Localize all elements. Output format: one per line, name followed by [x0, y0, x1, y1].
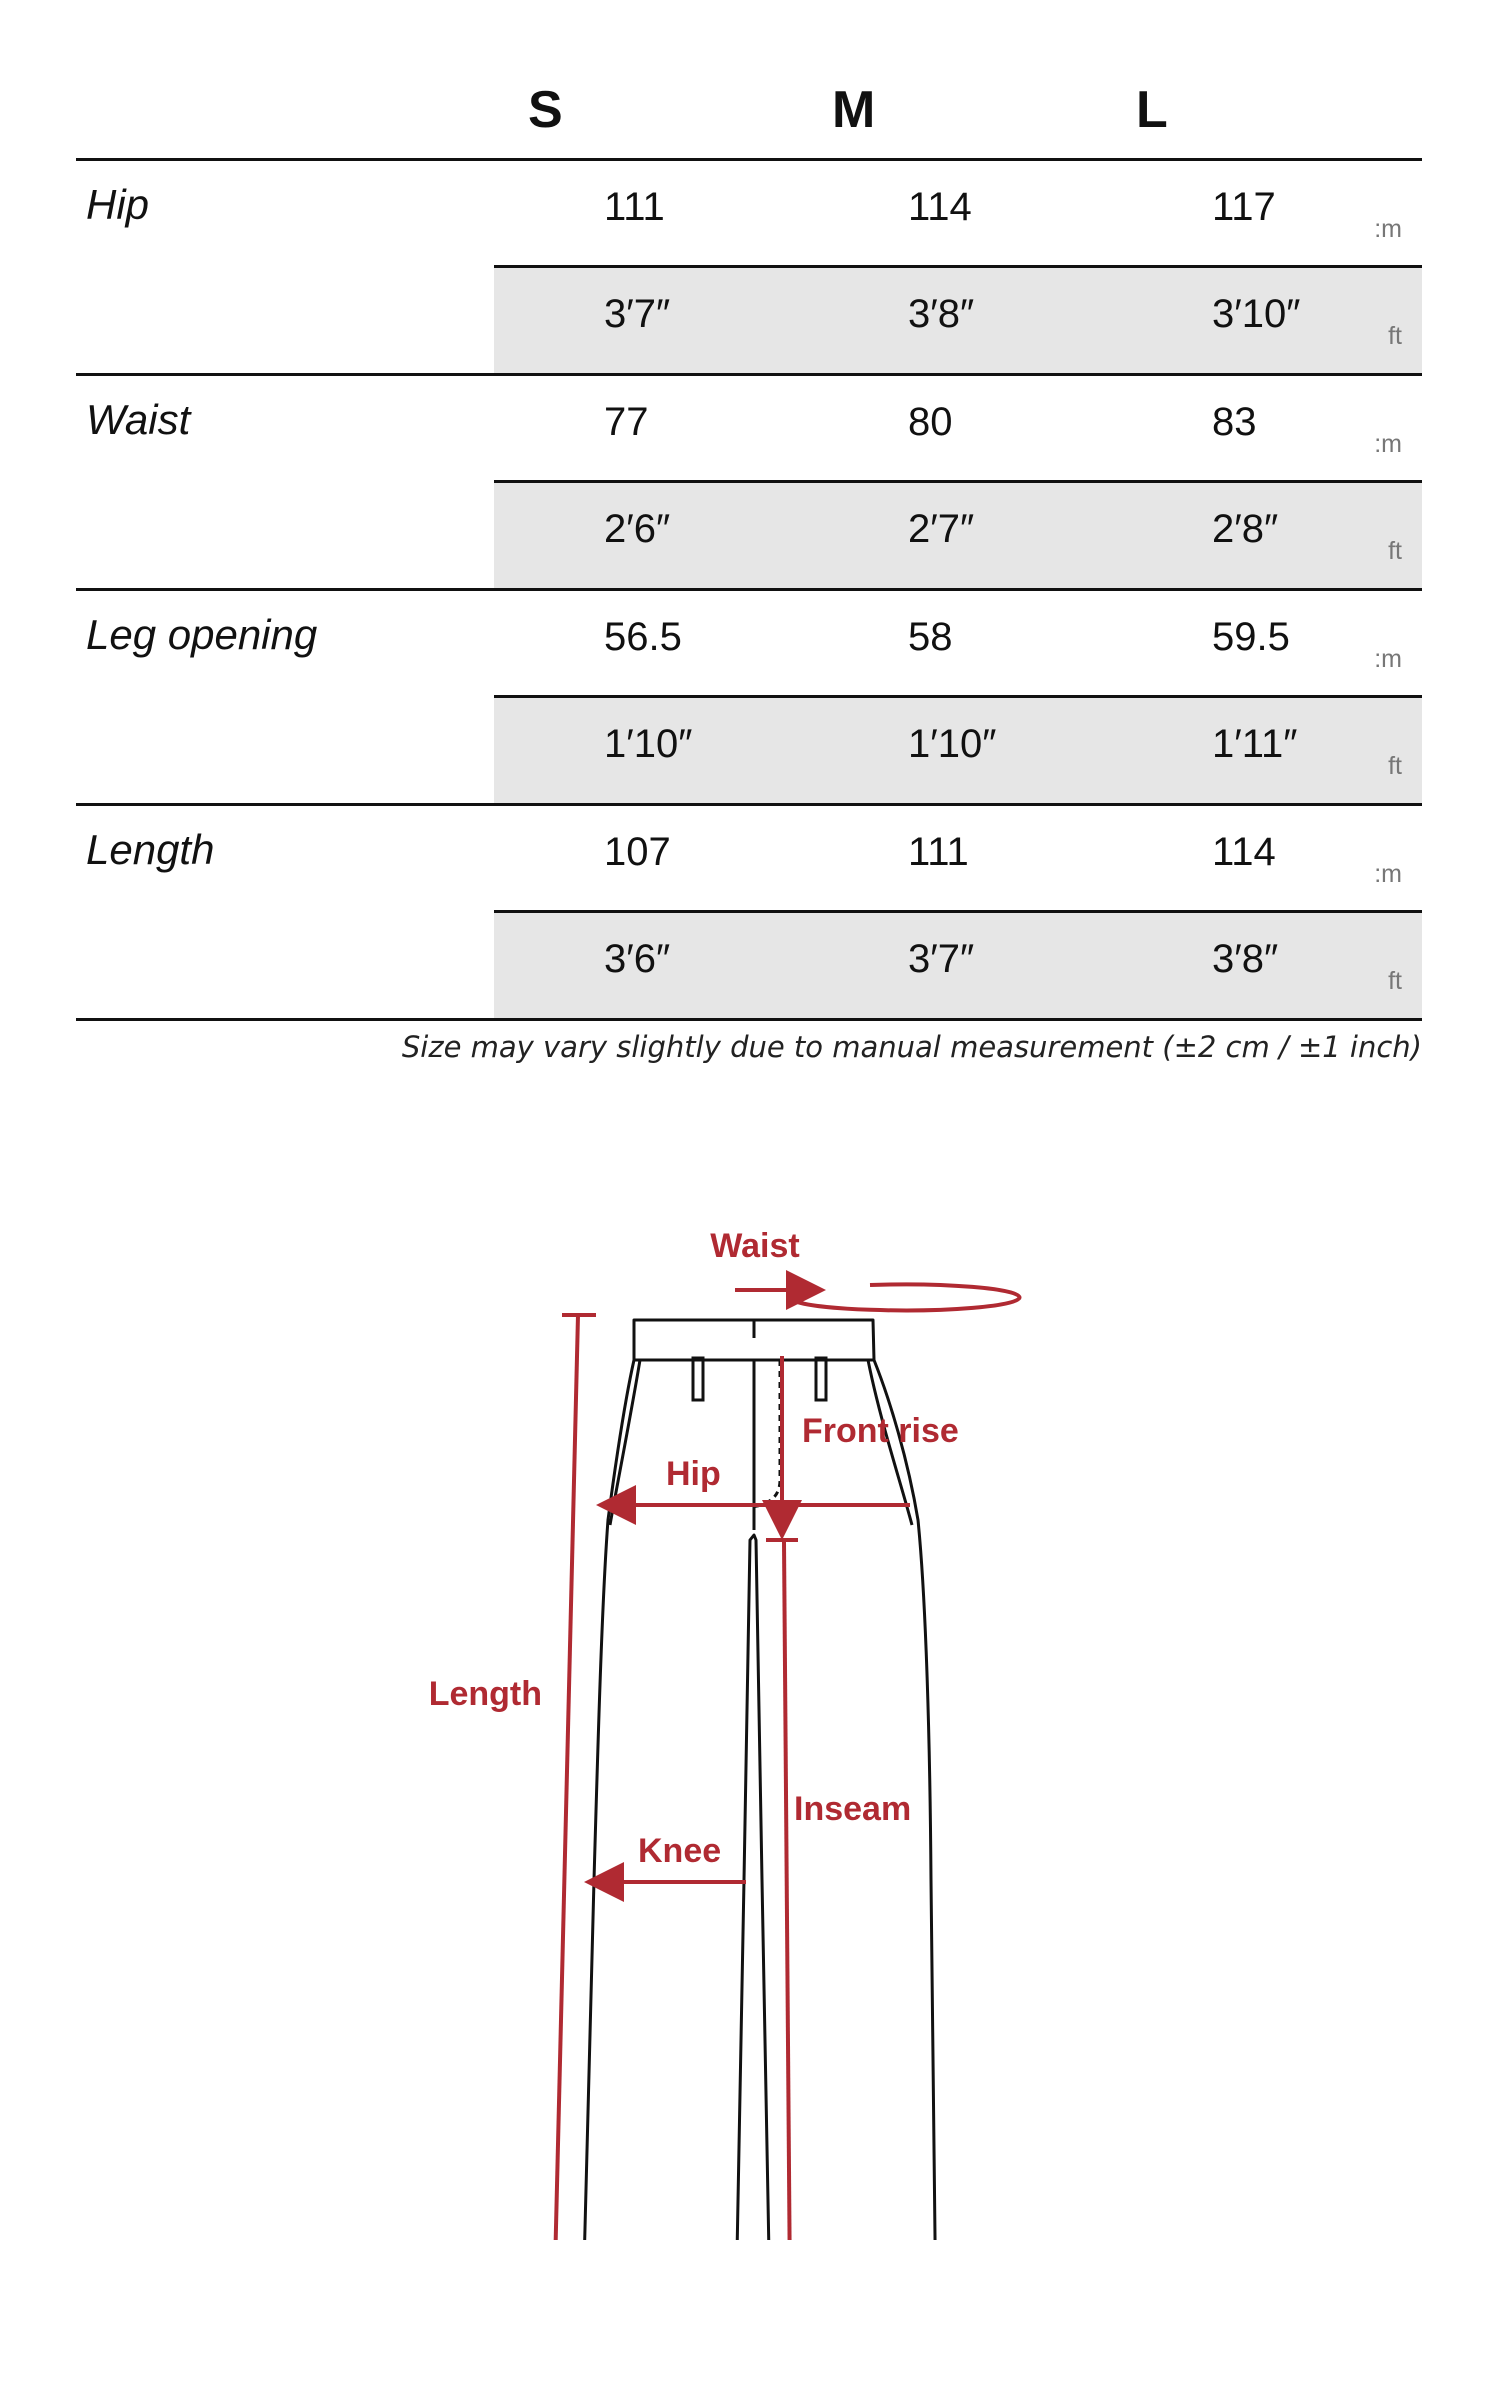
value-cm-l: 117	[1212, 185, 1276, 229]
unit-cm: :m	[1374, 215, 1402, 243]
unit-cm: :m	[1374, 430, 1402, 458]
value-ft-l: 1′11″	[1212, 722, 1298, 766]
label-front-rise: Front rise	[802, 1412, 959, 1450]
value-ft-m: 3′8″	[908, 292, 975, 336]
value-cm-m: 114	[908, 185, 972, 229]
cm-values	[494, 161, 1422, 268]
measure-row-length	[76, 806, 1422, 1021]
value-cm-l: 59.5	[1212, 615, 1290, 659]
size-header-s: S	[528, 81, 563, 139]
unit-ft: ft	[1388, 752, 1402, 780]
value-ft-s: 2′6″	[604, 507, 671, 551]
label-knee: Knee	[638, 1832, 722, 1870]
measure-label: Waist	[86, 396, 191, 443]
cm-values	[494, 376, 1422, 483]
size-header-m: M	[832, 81, 876, 139]
ft-values	[494, 268, 1422, 373]
measure-row-leg-opening	[76, 591, 1422, 806]
value-ft-m: 2′7″	[908, 507, 975, 551]
label-hip: Hip	[666, 1455, 721, 1493]
cm-values	[494, 806, 1422, 913]
ft-values	[494, 698, 1422, 803]
value-ft-s: 3′7″	[604, 292, 671, 336]
value-cm-s: 77	[604, 400, 649, 444]
measure-label: Length	[86, 826, 215, 873]
unit-cm: :m	[1374, 860, 1402, 888]
label-waist: Waist	[710, 1227, 800, 1265]
label-length: Length	[428, 1675, 542, 1713]
value-ft-s: 3′6″	[604, 937, 671, 981]
pants-outline	[583, 1320, 936, 2240]
size-header-row	[76, 70, 1422, 161]
value-ft-l: 3′10″	[1212, 292, 1301, 336]
value-ft-m: 1′10″	[908, 722, 997, 766]
value-cm-s: 111	[604, 185, 665, 229]
label-inseam: Inseam	[794, 1790, 912, 1828]
unit-ft: ft	[1388, 967, 1402, 995]
size-table	[76, 70, 1422, 1021]
measure-row-waist	[76, 376, 1422, 591]
value-cm-m: 58	[908, 615, 953, 659]
unit-ft: ft	[1388, 537, 1402, 565]
value-ft-m: 3′7″	[908, 937, 975, 981]
cm-values	[494, 591, 1422, 698]
unit-ft: ft	[1388, 322, 1402, 350]
measurement-note: Size may vary slightly due to manual measurement (±2 cm / ±1 inch)	[401, 1030, 1422, 1064]
value-ft-l: 2′8″	[1212, 507, 1279, 551]
value-cm-s: 107	[604, 830, 671, 874]
ft-values	[494, 483, 1422, 588]
measure-label: Leg opening	[86, 611, 318, 658]
ft-values	[494, 913, 1422, 1018]
value-ft-s: 1′10″	[604, 722, 693, 766]
value-cm-l: 83	[1212, 400, 1257, 444]
measure-row-hip	[76, 161, 1422, 376]
value-cm-s: 56.5	[604, 615, 682, 659]
size-header-l: L	[1136, 81, 1168, 139]
unit-cm: :m	[1374, 645, 1402, 673]
value-cm-l: 114	[1212, 830, 1276, 874]
value-cm-m: 80	[908, 400, 953, 444]
measure-label: Hip	[86, 181, 150, 228]
value-ft-l: 3′8″	[1212, 937, 1279, 981]
pants-measurement-diagram	[0, 1180, 1500, 2240]
value-cm-m: 111	[908, 830, 969, 874]
